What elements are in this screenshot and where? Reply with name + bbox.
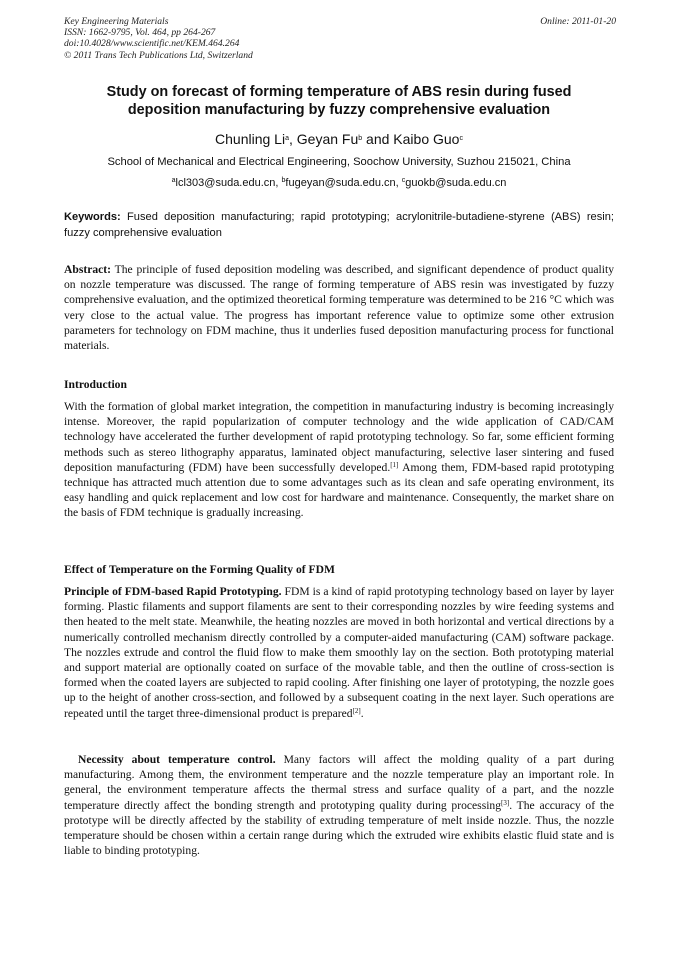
principle-label: Principle of FDM-based Rapid Prototyping. <box>64 585 282 598</box>
author-1: Chunling Li <box>215 131 286 147</box>
email-3-mark: c <box>401 177 406 184</box>
email-1: lcl303@suda.edu.cn, <box>175 177 282 189</box>
necessity-paragraph <box>64 752 614 858</box>
abstract-label: Abstract: <box>64 263 112 276</box>
journal-header <box>64 16 616 61</box>
journal-name: Key Engineering Materials <box>64 16 169 27</box>
citation-ref: [1] <box>390 460 399 469</box>
abstract-text: The principle of fused deposition modeling was described, and significant dependence of product quality on nozzle temperature was discussed. The range of forming temperature of ABS resin was investigated by fuzzy comprehensive evaluation, and the optimized theoretical forming temperature was determined to be 216 °C which was very close to the actual value. The progress has important reference value to optimize some other extrusion parameters for technology on FDM machine, thus it underlies fused deposition manufacturing process for functional materials. <box>64 263 615 353</box>
email-1-mark: a <box>171 177 176 184</box>
author-2-mark: b <box>358 135 363 142</box>
keywords-paragraph <box>64 210 614 241</box>
introduction-text-b: Among them, FDM-based rapid prototyping technique has attracted much attention due to some advantages such as its clean and safe operating environment, its easy handling and quick replacement and low cost for hardware and maintenance. Consequently, the market share on the basis of FDM technique is gradually increasing. <box>64 460 614 520</box>
doi-line: doi:10.4028/www.scientific.net/KEM.464.264 <box>64 38 240 50</box>
author-1-mark: a <box>285 135 289 142</box>
email-2-mark: b <box>281 177 286 184</box>
author-2: Geyan Fu <box>296 131 359 147</box>
keywords-text: Fused deposition manufacturing; rapid prototyping; acrylonitrile-butadiene-styrene (ABS) resin; fuzzy comprehensive evaluation <box>64 211 614 239</box>
email-3: guokb@suda.edu.cn <box>405 177 507 189</box>
title-line-2: deposition manufacturing by fuzzy comprehensive evaluation <box>127 102 551 118</box>
author-list <box>64 130 614 148</box>
author-separator: and <box>362 131 394 147</box>
citation-ref: [3] <box>501 798 510 807</box>
keywords-label: Keywords: <box>64 211 121 223</box>
necessity-text-b: . The accuracy of the prototype will be directly affected by the stability of extruding temperature of melt inside nozzle. Thus, the nozzle temperature should be chosen within a certain range during which the extruded wire exhibits elastic fluid state and is liable to binding prototyping. <box>64 798 614 858</box>
author-3-mark: c <box>459 135 463 142</box>
principle-text: FDM is a kind of rapid prototyping technology based on layer by layer forming. Plastic filaments and support filaments are sent to their corresponding nozzles by wire feeding systems and then heated to the melt state. Meanwhile, the heating nozzles are moved in both horizontal and vertical directions by a numerically controlled mechanism directly controlled by a computer-aided manufacturing (CAM) software package. The nozzles extrude and control the fluid flow to make them smoothly lay on the section. Both prototyping material and support material are optionally coated on surface of the movable table, and then the outline of cross-section is formed when the coated layers are subjected to rapid cooling. After finishing one layer of prototyping, the nozzle goes up to the height of another cross-section, and followed by a subsequent coating in the next layer. Such operations are repeated until the target three-dimensional product is prepared <box>64 585 615 720</box>
issn-line: ISSN: 1662-9795, Vol. 464, pp 264-267 <box>64 27 216 39</box>
principle-end: . <box>360 706 364 720</box>
introduction-heading: Introduction <box>64 378 127 391</box>
author-separator: , <box>288 131 297 147</box>
citation-ref: [2] <box>352 706 361 715</box>
necessity-text-a: Many factors will affect the molding quality of a part during manufacturing. Among them, the environment temperature and the nozzle temperature play an important role. In general, the environment temperature affects the thermal stress and surface quality of a part, and the nozzle temperature directly affect the bonding strength and prototyping quality during processing <box>64 753 614 812</box>
email-2: fugeyan@suda.edu.cn, <box>285 177 402 189</box>
principle-paragraph <box>64 584 614 721</box>
title-line-1: Study on forecast of forming temperature of ABS resin during fused <box>106 84 572 100</box>
introduction-text-a: With the formation of global market integration, the competition in manufacturing industry is becoming increasingly intense. Moreover, the rapid popularization of computer technology and the wide application of CAD/CAM technology have accelerated the further development of rapid prototyping technology. So far, some efficient forming methods such as stereo lithography apparatus, laminated object manufacturing, selective laser sintering and fused deposition manufacturing (FDM) have been successfully developed. <box>64 400 614 474</box>
affiliation: School of Mechanical and Electrical Engineering, Soochow University, Suzhou 215021, China <box>107 156 571 168</box>
effect-heading: Effect of Temperature on the Forming Quality of FDM <box>64 563 335 576</box>
online-date: Online: 2011-01-20 <box>540 16 616 27</box>
email-list <box>64 176 614 191</box>
copyright-line: © 2011 Trans Tech Publications Ltd, Switzerland <box>64 49 253 61</box>
paper-title <box>64 83 614 119</box>
author-3: Kaibo Guo <box>393 131 460 147</box>
necessity-label: Necessity about temperature control. <box>78 753 276 766</box>
introduction-paragraph <box>64 399 614 521</box>
abstract-paragraph <box>64 262 614 353</box>
